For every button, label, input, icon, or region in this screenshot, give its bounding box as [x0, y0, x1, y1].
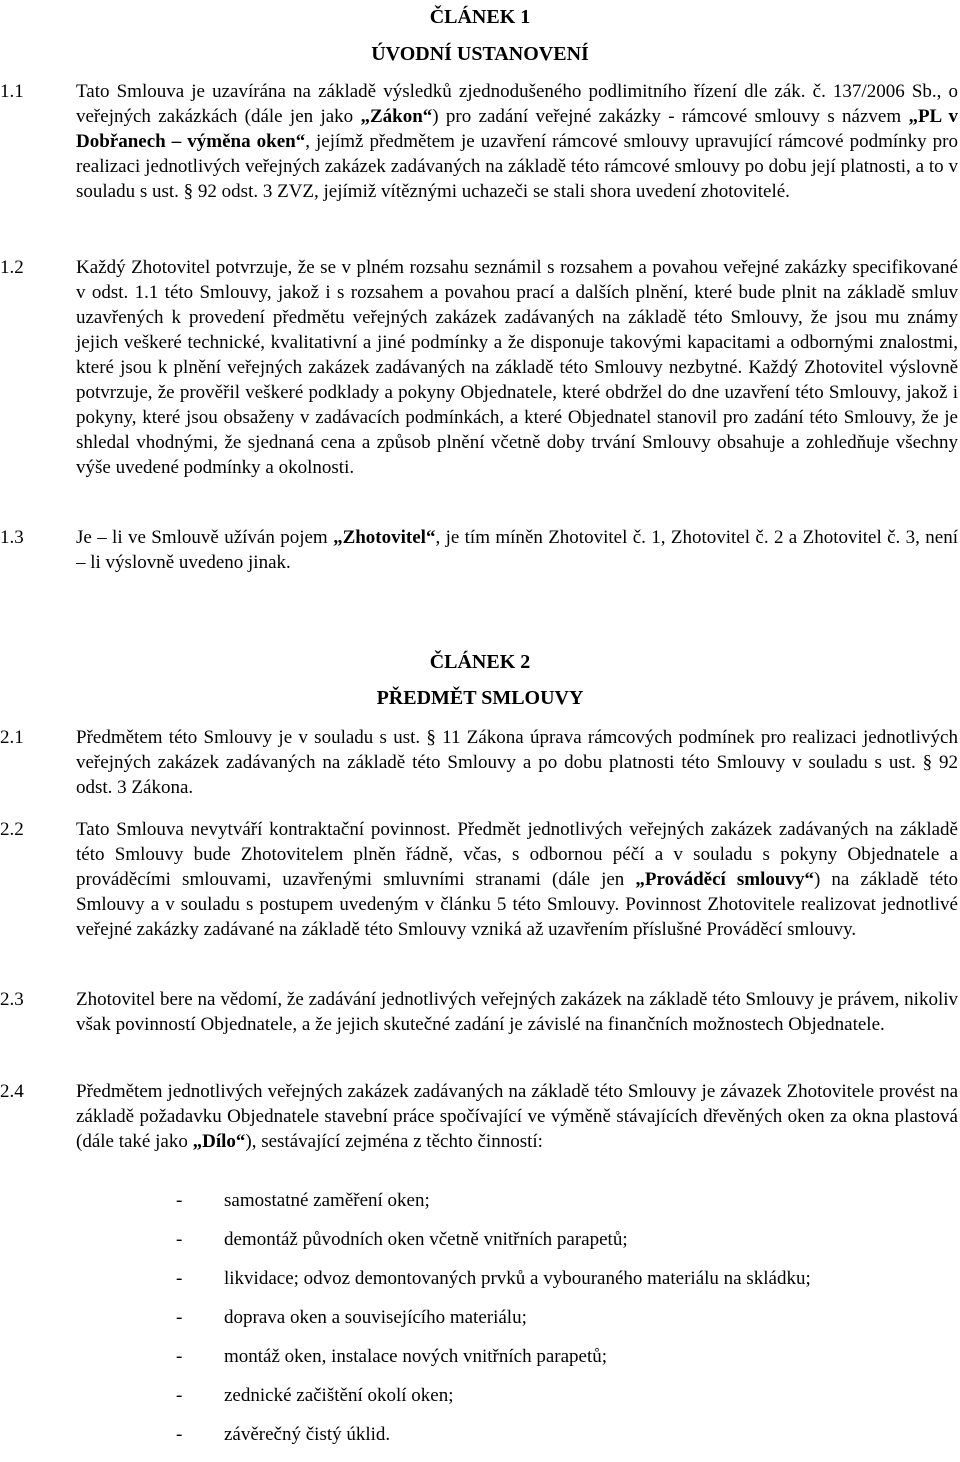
clause-text: Je – li ve Smlouvě užíván pojem „Zhotovitel“, je tím míněn Zhotovitel č. 1, Zhotovitel č. 2 a Zhotovitel č. 3, není – li výslovně uvedeno jinak. — [76, 527, 958, 573]
clause-2-1 — [0, 725, 958, 800]
list-item — [176, 1266, 956, 1305]
bullet-dash: - — [176, 1307, 183, 1328]
bullet-dash: - — [176, 1424, 183, 1445]
clause-2-4 — [0, 1079, 958, 1154]
defined-term-zhotovitel: „Zhotovitel“ — [333, 527, 436, 548]
list-item — [176, 1188, 956, 1227]
activities-list — [176, 1188, 956, 1461]
clause-2-3 — [0, 987, 958, 1037]
article-1-subtitle: ÚVODNÍ USTANOVENÍ — [371, 43, 589, 65]
defined-term-zakon: „Zákon“ — [360, 106, 433, 127]
list-item-text: samostatné zaměření oken; — [224, 1190, 430, 1211]
clause-number: 2.3 — [0, 989, 24, 1010]
list-item-text: demontáž původních oken včetně vnitřních parapetů; — [224, 1229, 628, 1250]
bullet-dash: - — [176, 1190, 183, 1211]
clause-number: 2.1 — [0, 727, 24, 748]
list-item — [176, 1383, 956, 1422]
clause-text: Zhotovitel bere na vědomí, že zadávání jednotlivých veřejných zakázek na základě této Smlouvy je právem, nikoliv však povinností Objednatele, a že jejich skutečné zadání je závislé na finančních možnostech Objednatele. — [76, 989, 958, 1035]
defined-term-dilo: „Dílo“ — [192, 1131, 246, 1152]
clause-text: Každý Zhotovitel potvrzuje, že se v plném rozsahu seznámil s rozsahem a povahou veřejné zakázky specifikované v odst. 1.1 této Smlouvy, jakož i s rozsahem a povahou prací a dalších plnění, které bude plnit na základě smluv uzavřených k provedení předmětu veřejných zakázek zadávaných na základě této Smlouvy, že jsou mu známy jejich veškeré technické, kvalitativní a jiné podmínky a že disponuje takovými kapacitami a odbornými znalostmi, které jsou k plnění veřejných zakázek zadávaných na základě této Smlouvy nezbytné. Každý Zhotovitel výslovně potvrzuje, že prověřil veškeré podklady a pokyny Objednatele, které obdržel do dne uzavření této Smlouvy, jakož i pokyny, které jsou obsaženy v zadávacích podmínkách, a které Objednatel stanovil pro zadání této Smlouvy, že je shledal vhodnými, že sjednaná cena a způsob plnění včetně doby trvání Smlouvy obsahuje a zohledňuje všechny výše uvedené podmínky a okolnosti. — [76, 257, 958, 478]
clause-number: 1.3 — [0, 527, 24, 548]
list-item — [176, 1227, 956, 1266]
defined-term-provadeci-smlouvy: „Prováděcí smlouvy“ — [635, 869, 814, 890]
clause-text: Tato Smlouva nevytváří kontraktační povinnost. Předmět jednotlivých veřejných zakázek zadávaných na základě této Smlouvy bude Zhotovitelem plněn řádně, včas, s odbornou péčí a v souladu s pokyny Objednatele a prováděcími smlouvami, uzavřenými smluvními stranami (dále jen „Prováděcí smlouvy“) na základě této Smlouvy a v souladu s postupem uvedeným v článku 5 této Smlouvy. Povinnost Zhotovitele realizovat jednotlivé veřejné zakázky zadávané na základě této Smlouvy vzniká až uzavřením příslušné Prováděcí smlouvy. — [76, 819, 958, 940]
clause-2-2 — [0, 817, 958, 942]
clause-1-3 — [0, 525, 958, 575]
article-2-subtitle: PŘEDMĚT SMLOUVY — [376, 687, 584, 709]
bullet-dash: - — [176, 1268, 183, 1289]
list-item-text: montáž oken, instalace nových vnitřních parapetů; — [224, 1346, 608, 1367]
clause-1-2 — [0, 255, 958, 480]
bullet-dash: - — [176, 1346, 183, 1367]
bullet-dash: - — [176, 1385, 183, 1406]
list-item-text: likvidace; odvoz demontovaných prvků a vybouraného materiálu na skládku; — [224, 1268, 811, 1289]
list-item — [176, 1344, 956, 1383]
clause-number: 1.2 — [0, 257, 24, 278]
list-item-text: doprava oken a souvisejícího materiálu; — [224, 1307, 527, 1328]
clause-text: Předmětem jednotlivých veřejných zakázek zadávaných na základě této Smlouvy je závazek Zhotovitele provést na základě požadavku Objednatele stavební práce spočívající ve výměně stávajících dřevěných oken za okna plastová (dále také jako „Dílo“), sestávající zejména z těchto činností: — [76, 1081, 958, 1152]
article-1-title: ČLÁNEK 1 — [429, 6, 531, 28]
list-item-text: závěrečný čistý úklid. — [224, 1424, 391, 1445]
list-item-text: zednické začištění okolí oken; — [224, 1385, 454, 1406]
list-item — [176, 1305, 956, 1344]
clause-text: Tato Smlouva je uzavírána na základě výsledků zjednodušeného podlimitního řízení dle zák. č. 137/2006 Sb., o veřejných zakázkách (dále jen jako „Zákon“) pro zadání veřejné zakázky - rámcové smlouvy s názvem „PL v Dobřanech – výměna oken“, jejímž předmětem je uzavření rámcové smlouvy upravující rámcové podmínky pro realizaci jednotlivých veřejných zakázek zadávaných na základě této rámcové smlouvy po dobu její platnosti, a to v souladu s ust. § 92 odst. 3 ZVZ, jejímiž vítěznými uchazeči se stali shora uvedení zhotovitelé. — [76, 81, 958, 202]
defined-term-contract-name: „PL v Dobřanech – výměna oken“ — [76, 106, 958, 152]
clause-number: 2.2 — [0, 819, 24, 840]
clause-1-1 — [0, 79, 958, 204]
list-item — [176, 1422, 956, 1461]
clause-number: 2.4 — [0, 1081, 24, 1102]
clause-number: 1.1 — [0, 81, 24, 102]
bullet-dash: - — [176, 1229, 183, 1250]
article-2-title: ČLÁNEK 2 — [429, 651, 531, 673]
clause-text: Předmětem této Smlouvy je v souladu s ust. § 11 Zákona úprava rámcových podmínek pro realizaci jednotlivých veřejných zakázek zadávaných na základě této Smlouvy a po dobu platnosti této Smlouvy v souladu s ust. § 92 odst. 3 Zákona. — [76, 727, 958, 798]
